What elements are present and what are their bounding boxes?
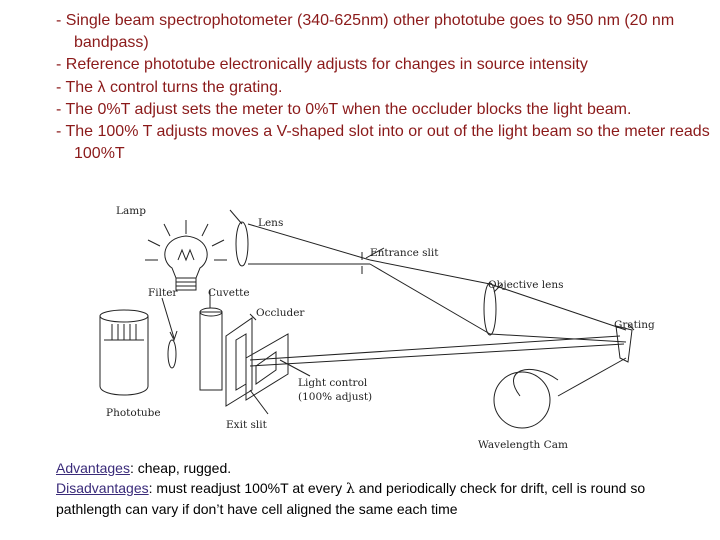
entrance-slit-label: Entrance slit — [370, 247, 439, 259]
exit-slit-label: Exit slit — [226, 419, 267, 431]
lens-label: Lens — [258, 217, 284, 229]
filter-lens — [168, 340, 176, 368]
lamp-rays — [145, 220, 227, 260]
disadvantages-text: : must readjust 100%T at every — [148, 480, 347, 496]
disadvantages-line — [56, 478, 666, 519]
advantages-text: : cheap, rugged. — [129, 460, 232, 476]
condenser-lens — [236, 222, 248, 266]
advantages-line — [56, 458, 666, 478]
spectrophotometer-diagram — [90, 190, 690, 460]
lamp-bulb — [165, 236, 207, 290]
footer-notes — [56, 458, 666, 519]
disadvantages-link[interactable]: Disadvantages — [56, 480, 149, 496]
occluder-label: Occluder — [256, 307, 305, 319]
filter-label: Filter — [148, 287, 178, 299]
bullet-item: - Single beam spectrophotometer (340-625nm) other phototube goes to 950 nm (20 nm bandpass) — [56, 12, 675, 52]
occluder — [226, 318, 252, 406]
bullet-item: - The λ control turns the grating. — [56, 78, 283, 96]
phototube — [100, 310, 148, 395]
bullet-item: - The 100% T adjusts moves a V-shaped slot into or out of the light beam so the meter reads 100%T — [56, 123, 710, 163]
advantages-link[interactable]: Advantages — [56, 460, 130, 476]
light-control-label: Light control — [298, 377, 368, 389]
bullet-list — [56, 10, 716, 165]
bullet-item: - The 0%T adjust sets the meter to 0%T when the occluder blocks the light beam. — [56, 100, 632, 118]
light-beam — [248, 224, 626, 366]
disadvantages-text-rest: and periodically check for drift, cell is round so pathlength can vary if don’t have cell aligned the same each time — [56, 480, 646, 517]
objective-lens-label: Objective lens — [488, 279, 564, 291]
phototube-label: Phototube — [106, 407, 161, 419]
filter-arrow — [162, 298, 177, 340]
wavelength-cam — [494, 358, 626, 428]
grating-label: Grating — [614, 319, 655, 331]
cuvette — [200, 308, 222, 390]
lamp-label: Lamp — [116, 205, 146, 217]
lambda-symbol: λ — [346, 481, 355, 497]
light-control-sub-label: (100% adjust) — [298, 391, 373, 403]
bullet-item: - Reference phototube electronically adjusts for changes in source intensity — [56, 56, 588, 74]
cuvette-label: Cuvette — [208, 287, 250, 299]
wavelength-cam-label: Wavelength Cam — [478, 439, 568, 451]
